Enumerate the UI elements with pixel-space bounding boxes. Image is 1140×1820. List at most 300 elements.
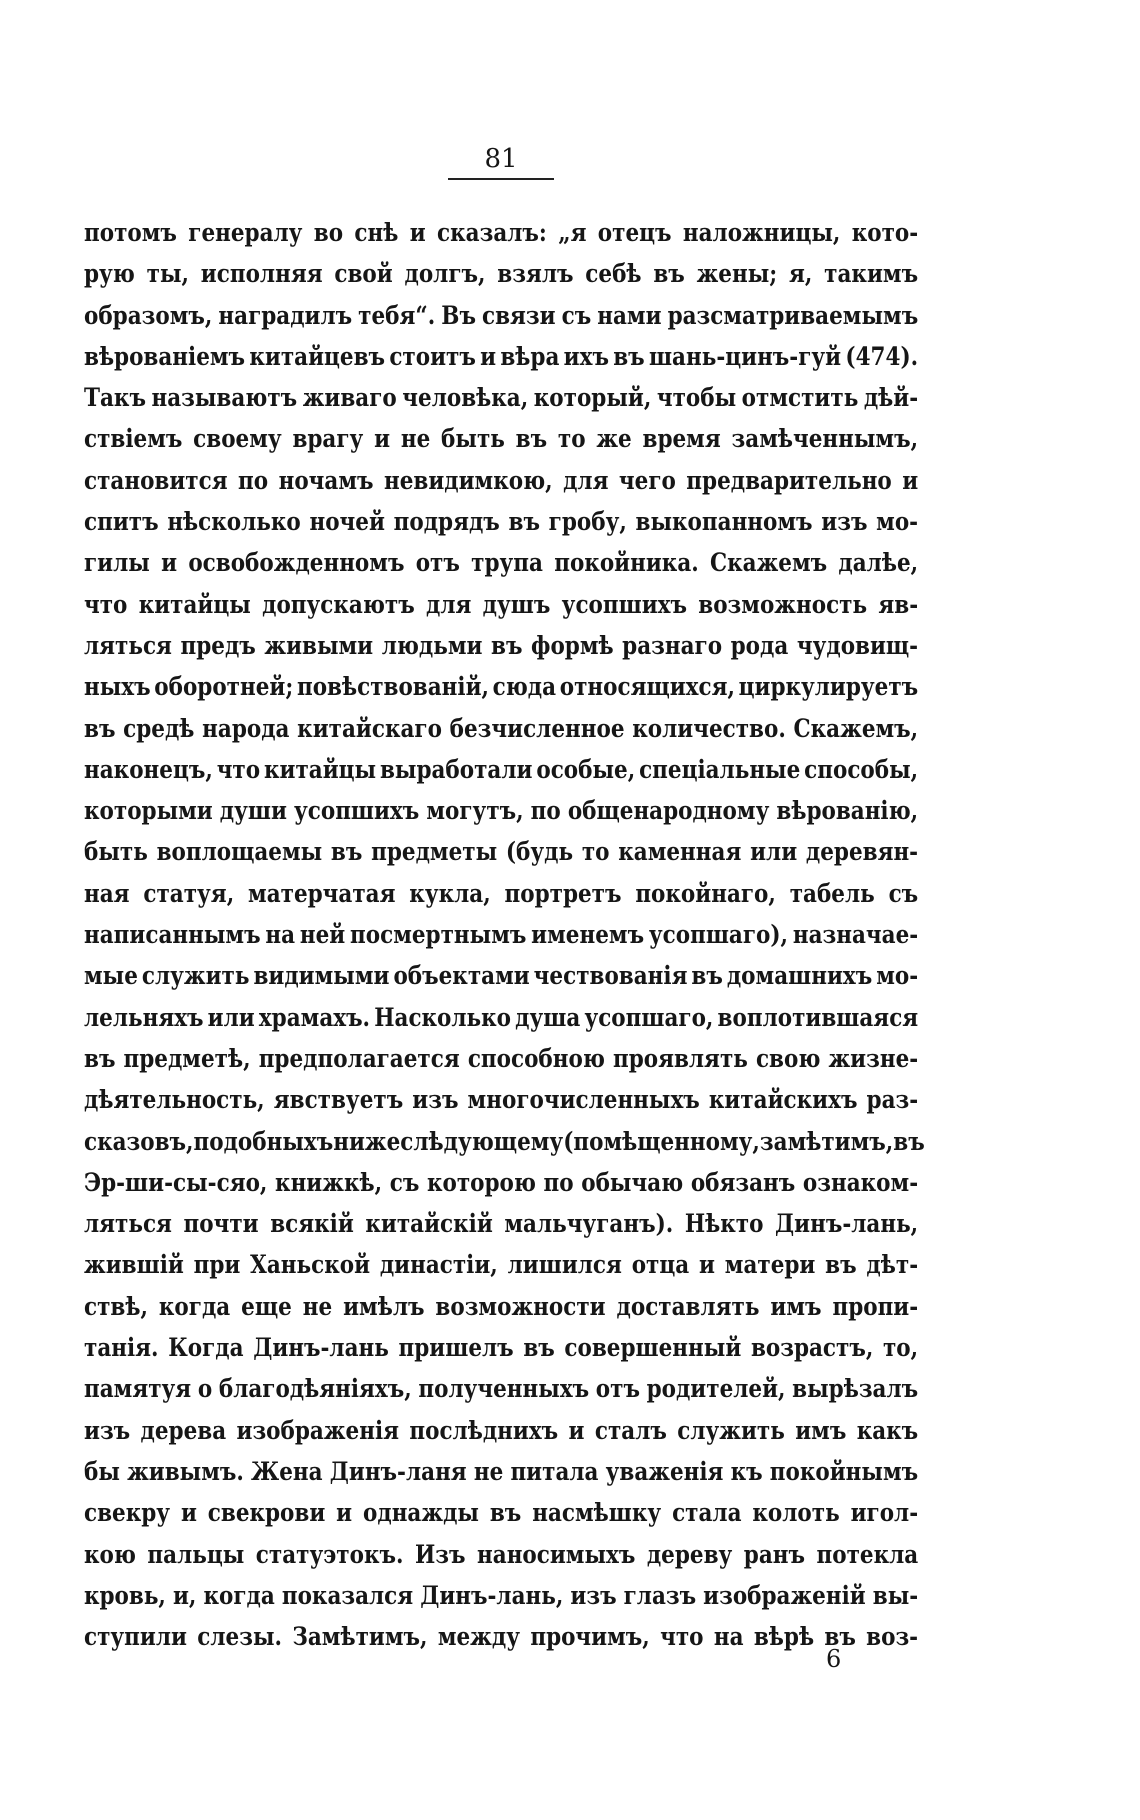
word: именемъ: [531, 920, 645, 950]
word: слезы.: [197, 1622, 283, 1652]
word: по: [530, 796, 561, 826]
word: насмѣшку: [532, 1498, 662, 1528]
word: стала: [672, 1498, 742, 1528]
word: не: [302, 1291, 333, 1321]
word: Нѣкто: [684, 1209, 764, 1239]
word: свекрови: [207, 1498, 326, 1528]
word: въ: [515, 424, 548, 454]
word: и: [374, 424, 391, 454]
word: общенародному: [567, 796, 770, 826]
word: народа: [202, 713, 290, 743]
word: которою: [426, 1167, 536, 1197]
word: изъ: [84, 1415, 131, 1445]
word: еще: [241, 1291, 292, 1321]
word: китайскаго: [297, 713, 442, 743]
word: то: [581, 837, 610, 867]
word: тебя“.: [358, 300, 436, 330]
word: своему: [193, 424, 282, 454]
word: то,: [882, 1333, 919, 1363]
word: рую: [84, 259, 135, 289]
word: матери: [724, 1250, 816, 1280]
word: видимыми: [253, 961, 390, 991]
word: статуя,: [143, 878, 235, 908]
word: жены;: [696, 259, 778, 289]
word: и: [699, 1250, 715, 1280]
word: воплотившаяся: [717, 1002, 919, 1032]
word: когда: [158, 1291, 231, 1321]
word: изъ: [412, 1085, 459, 1115]
word: генералу: [188, 218, 303, 247]
word: стоитъ: [389, 341, 476, 371]
word: называютъ: [151, 383, 298, 413]
word: души: [219, 796, 287, 826]
word: свою: [755, 1043, 821, 1073]
word: отмстить: [741, 383, 859, 413]
text-line: [84, 997, 918, 1038]
word: дерева: [140, 1415, 227, 1445]
word: въ: [523, 1333, 555, 1363]
word: душъ: [482, 589, 551, 619]
page-number: 81: [484, 144, 518, 174]
text-line: [84, 873, 918, 914]
text-line: [84, 1575, 918, 1616]
word: совершенный: [564, 1333, 742, 1363]
word: ты,: [146, 259, 190, 289]
body-text: [84, 212, 925, 1657]
word: разсматриваемымъ: [667, 300, 919, 330]
word: посмертнымъ: [350, 920, 527, 950]
word: трупа: [471, 548, 543, 578]
text-line: [84, 584, 918, 625]
word: Динъ-лань: [253, 1333, 389, 1363]
text-line: [84, 418, 918, 459]
word: прочимъ,: [530, 1622, 650, 1652]
word: наградилъ: [218, 300, 353, 330]
word: душа: [515, 1002, 581, 1032]
word: храмахъ.: [258, 1002, 371, 1032]
word: династіи,: [379, 1250, 498, 1280]
word: доставлять: [616, 1291, 760, 1321]
word: по: [238, 465, 269, 495]
word: для: [563, 465, 609, 495]
word: врагу: [292, 424, 364, 454]
word: ствіемъ: [84, 424, 183, 454]
word: вы-: [872, 1580, 919, 1610]
word: во: [313, 218, 344, 247]
word: въ: [613, 341, 645, 371]
word: нѣсколько: [167, 507, 301, 537]
word: что: [84, 589, 128, 619]
word: имъ: [795, 1415, 847, 1445]
word: усопшаго,: [584, 1002, 714, 1032]
word: сказалъ:: [437, 218, 547, 247]
word: игол-: [850, 1498, 919, 1528]
word: отъ: [595, 1374, 640, 1404]
text-line: [84, 1451, 918, 1492]
word: сказовъ,: [84, 1126, 194, 1156]
word: вѣрованіемъ: [84, 341, 246, 371]
word: наконецъ,: [84, 754, 213, 784]
word: яв-: [878, 589, 919, 619]
word: покойнымъ: [769, 1456, 919, 1486]
word: возрастъ,: [750, 1333, 874, 1363]
word: замѣченнымъ,: [731, 424, 919, 454]
word: китайцы: [263, 754, 377, 784]
word: ночамъ: [278, 465, 374, 495]
word: нами: [597, 300, 662, 330]
word: людьми: [381, 630, 483, 660]
word: и: [409, 218, 426, 247]
word: въ: [824, 1622, 856, 1652]
word: я,: [788, 259, 813, 289]
word: въ: [825, 1250, 857, 1280]
word: къ: [730, 1456, 763, 1486]
word: ная: [84, 878, 130, 908]
word: могутъ,: [426, 796, 524, 826]
word: кукла,: [409, 878, 491, 908]
word: лельняхъ: [84, 1002, 204, 1032]
word: предполагается: [258, 1043, 460, 1073]
word: имѣлъ: [343, 1291, 425, 1321]
word: время: [642, 424, 721, 454]
word: что: [216, 754, 261, 784]
word: по: [543, 1167, 574, 1197]
word: глазъ: [623, 1580, 697, 1610]
text-line: [84, 1327, 918, 1368]
word: ранъ: [743, 1539, 805, 1569]
word: Скажемъ: [710, 548, 828, 578]
word: раз-: [866, 1085, 919, 1115]
word: чествованія: [533, 961, 688, 991]
word: способною: [467, 1043, 605, 1073]
word: китайскихъ: [708, 1085, 858, 1115]
word: потекла: [816, 1539, 919, 1569]
word: и: [161, 548, 178, 578]
word: дереву: [646, 1539, 733, 1569]
word: книжкѣ,: [275, 1167, 383, 1197]
text-line: [84, 831, 918, 872]
word: средѣ: [123, 713, 195, 743]
text-line: [84, 666, 918, 707]
word: исполняя: [200, 259, 323, 289]
word: отецъ: [597, 218, 672, 247]
word: быть: [84, 837, 148, 867]
word: потомъ: [84, 218, 177, 247]
word: китайцевъ: [249, 341, 386, 371]
word: относящихся,: [559, 672, 735, 702]
word: снѣ: [354, 218, 399, 247]
word: или: [207, 1002, 255, 1032]
text-line: [84, 914, 918, 955]
word: особые,: [536, 754, 636, 784]
word: Когда: [168, 1333, 244, 1363]
text-line: [84, 212, 918, 253]
word: колоть: [752, 1498, 840, 1528]
word: изображеній: [703, 1580, 866, 1610]
word: предметѣ,: [123, 1043, 251, 1073]
word: Такъ: [84, 383, 146, 413]
word: проявлять: [612, 1043, 748, 1073]
word: (помѣщенному,: [563, 1126, 760, 1156]
text-line: [84, 1410, 918, 1451]
word: всякій: [270, 1209, 354, 1239]
text-line: [84, 1286, 918, 1327]
word: кото-: [851, 218, 919, 247]
text-line: [84, 1616, 918, 1657]
word: когда: [203, 1580, 275, 1610]
word: возможности: [435, 1291, 606, 1321]
word: дѣй-: [863, 383, 919, 413]
word: матерчатая: [248, 878, 396, 908]
word: „я: [558, 218, 587, 247]
text-line: [84, 1368, 918, 1409]
word: почти: [183, 1209, 259, 1239]
word: то: [557, 424, 586, 454]
word: въ: [653, 259, 685, 289]
word: вырѣзалъ: [792, 1374, 919, 1404]
word: чтобы: [656, 383, 737, 413]
word: статуэтокъ.: [255, 1539, 404, 1569]
word: дѣятельность,: [84, 1085, 265, 1115]
word: сюда: [492, 672, 557, 702]
text-line: [84, 336, 918, 377]
word: покойнаго,: [635, 878, 776, 908]
word: съ: [888, 878, 919, 908]
word: кою: [84, 1539, 136, 1569]
word: безчисленное: [449, 713, 625, 743]
word: въ: [330, 837, 363, 867]
word: Скажемъ,: [793, 713, 919, 743]
text-line: [84, 460, 918, 501]
text-line: [84, 1121, 925, 1162]
text-line: [84, 1534, 918, 1575]
word: и: [336, 1498, 353, 1528]
word: табель: [789, 878, 875, 908]
word: однажды: [363, 1498, 479, 1528]
word: на: [713, 1622, 744, 1652]
word: служить: [677, 1415, 785, 1445]
word: написаннымъ: [84, 920, 261, 950]
word: дѣт-: [866, 1250, 919, 1280]
word: разнаго: [622, 630, 723, 660]
text-line: [84, 1203, 918, 1244]
word: выкопанномъ: [635, 507, 813, 537]
word: Жена: [251, 1456, 323, 1486]
page-number-rule: [448, 178, 554, 180]
text-line: [84, 542, 918, 583]
word: Динъ-ланя: [329, 1456, 467, 1486]
word: живаго: [302, 383, 397, 413]
word: циркулируетъ: [738, 672, 919, 702]
word: не: [400, 424, 431, 454]
word: предъ: [180, 630, 256, 660]
word: танія.: [84, 1333, 159, 1363]
word: становится: [84, 465, 228, 495]
word: ляться: [84, 1209, 172, 1239]
word: служить: [141, 961, 250, 991]
word: кровь,: [84, 1580, 166, 1610]
word: какъ: [856, 1415, 919, 1445]
word: оборотней;: [154, 672, 294, 702]
word: допускаютъ: [262, 589, 415, 619]
word: Замѣтимъ,: [292, 1622, 428, 1652]
word: долгъ,: [404, 259, 486, 289]
text-line: [84, 1162, 918, 1203]
word: питала: [510, 1456, 599, 1486]
word: и: [480, 341, 497, 371]
text-line: [84, 1244, 918, 1285]
word: въ: [84, 713, 116, 743]
word: между: [437, 1622, 520, 1652]
word: рода: [730, 630, 789, 660]
word: отъ: [415, 548, 460, 578]
word: и: [902, 465, 919, 495]
word: жизне-: [828, 1043, 919, 1073]
word: ляться: [84, 630, 172, 660]
word: Эр-ши-сы-сяо,: [84, 1167, 268, 1197]
word: себѣ: [585, 259, 642, 289]
word: взялъ: [497, 259, 574, 289]
signature-mark: 6: [826, 1645, 842, 1673]
word: обязанъ: [690, 1167, 796, 1197]
word: наложницы,: [682, 218, 841, 247]
word: при: [193, 1250, 241, 1280]
word: имъ: [770, 1291, 822, 1321]
word: подобныхъ: [193, 1126, 334, 1156]
word: каменная: [618, 837, 742, 867]
word: (474).: [845, 341, 919, 371]
word: съ: [561, 300, 592, 330]
word: въ: [491, 630, 523, 660]
word: количество.: [632, 713, 786, 743]
word: многочисленныхъ: [467, 1085, 700, 1115]
word: бы: [84, 1456, 120, 1486]
word: китайскій: [365, 1209, 493, 1239]
word: для: [425, 589, 472, 619]
word: усопшихъ: [561, 589, 687, 619]
word: въ: [84, 1043, 116, 1073]
word: пальцы: [147, 1539, 245, 1569]
word: ныхъ: [84, 672, 151, 702]
word: о: [197, 1374, 213, 1404]
word: лишился: [507, 1250, 622, 1280]
word: предварительно: [686, 465, 892, 495]
word: послѣднихъ: [409, 1415, 559, 1445]
word: родителей,: [646, 1374, 786, 1404]
word: ствѣ,: [84, 1291, 148, 1321]
word: Въ: [441, 300, 476, 330]
word: свой: [334, 259, 393, 289]
word: шань-цинъ-гуй: [648, 341, 842, 371]
word: изъ: [570, 1580, 617, 1610]
word: и,: [172, 1580, 197, 1610]
word: изображенія: [236, 1415, 400, 1445]
word: связи: [481, 300, 556, 330]
word: Изъ: [414, 1539, 466, 1569]
word: такимъ: [824, 259, 919, 289]
word: въ: [691, 961, 723, 991]
word: живыми: [264, 630, 374, 660]
word: которыми: [84, 796, 213, 826]
word: Ханьской: [250, 1250, 371, 1280]
word: далѣе,: [838, 548, 919, 578]
word: мые: [84, 961, 138, 991]
word: жившій: [84, 1250, 184, 1280]
word: Динъ-лань,: [420, 1580, 564, 1610]
word: ночей: [309, 507, 385, 537]
word: обычаю: [581, 1167, 684, 1197]
word: способы,: [804, 754, 919, 784]
word: портретъ: [504, 878, 622, 908]
word: усопшихъ: [294, 796, 420, 826]
word: отца: [631, 1250, 690, 1280]
word: выработали: [379, 754, 533, 784]
word: ступили: [84, 1622, 187, 1652]
text-line: [84, 1038, 918, 1079]
word: воз-: [866, 1622, 919, 1652]
word: китайцы: [138, 589, 251, 619]
word: который,: [533, 383, 652, 413]
word: и: [568, 1415, 585, 1445]
text-line: [84, 501, 918, 542]
word: и: [180, 1498, 197, 1528]
word: явствуетъ: [273, 1085, 404, 1115]
word: образомъ,: [84, 300, 213, 330]
word: гробу,: [548, 507, 627, 537]
word: въ: [489, 1498, 522, 1528]
word: возможность: [698, 589, 868, 619]
word: не: [473, 1456, 504, 1486]
word: уваженія: [605, 1456, 724, 1486]
word: мо-: [876, 507, 919, 537]
word: пропи-: [832, 1291, 919, 1321]
text-line: [84, 253, 918, 294]
word: памятуя: [84, 1374, 192, 1404]
word: вѣрѣ: [753, 1622, 815, 1652]
text-line: [84, 955, 918, 996]
word: или: [750, 837, 798, 867]
text-line: [84, 708, 918, 749]
word: освобожденномъ: [188, 548, 405, 578]
word: замѣтимъ,: [759, 1126, 894, 1156]
word: домашнихъ: [726, 961, 873, 991]
word: показался: [281, 1580, 414, 1610]
word: деревян-: [805, 837, 919, 867]
word: спеціальные: [639, 754, 801, 784]
word: быть: [441, 424, 505, 454]
word: человѣка,: [402, 383, 529, 413]
word: въ: [508, 507, 540, 537]
word: Динъ-лань,: [775, 1209, 919, 1239]
text-line: [84, 1079, 918, 1120]
word: воплощаемы: [156, 837, 323, 867]
word: же: [596, 424, 632, 454]
word: предметы: [371, 837, 498, 867]
word: на: [265, 920, 296, 950]
text-line: [84, 790, 918, 831]
word: сталъ: [594, 1415, 667, 1445]
word: пришелъ: [398, 1333, 514, 1363]
word: чего: [618, 465, 676, 495]
word: нижеслѣдующему: [333, 1126, 564, 1156]
word: усопшаго),: [648, 920, 789, 950]
word: (будь: [505, 837, 574, 867]
word: гилы: [84, 548, 150, 578]
word: что: [660, 1622, 704, 1652]
word: вѣра: [500, 341, 560, 371]
word: изъ: [821, 507, 868, 537]
text-line: [84, 625, 918, 666]
